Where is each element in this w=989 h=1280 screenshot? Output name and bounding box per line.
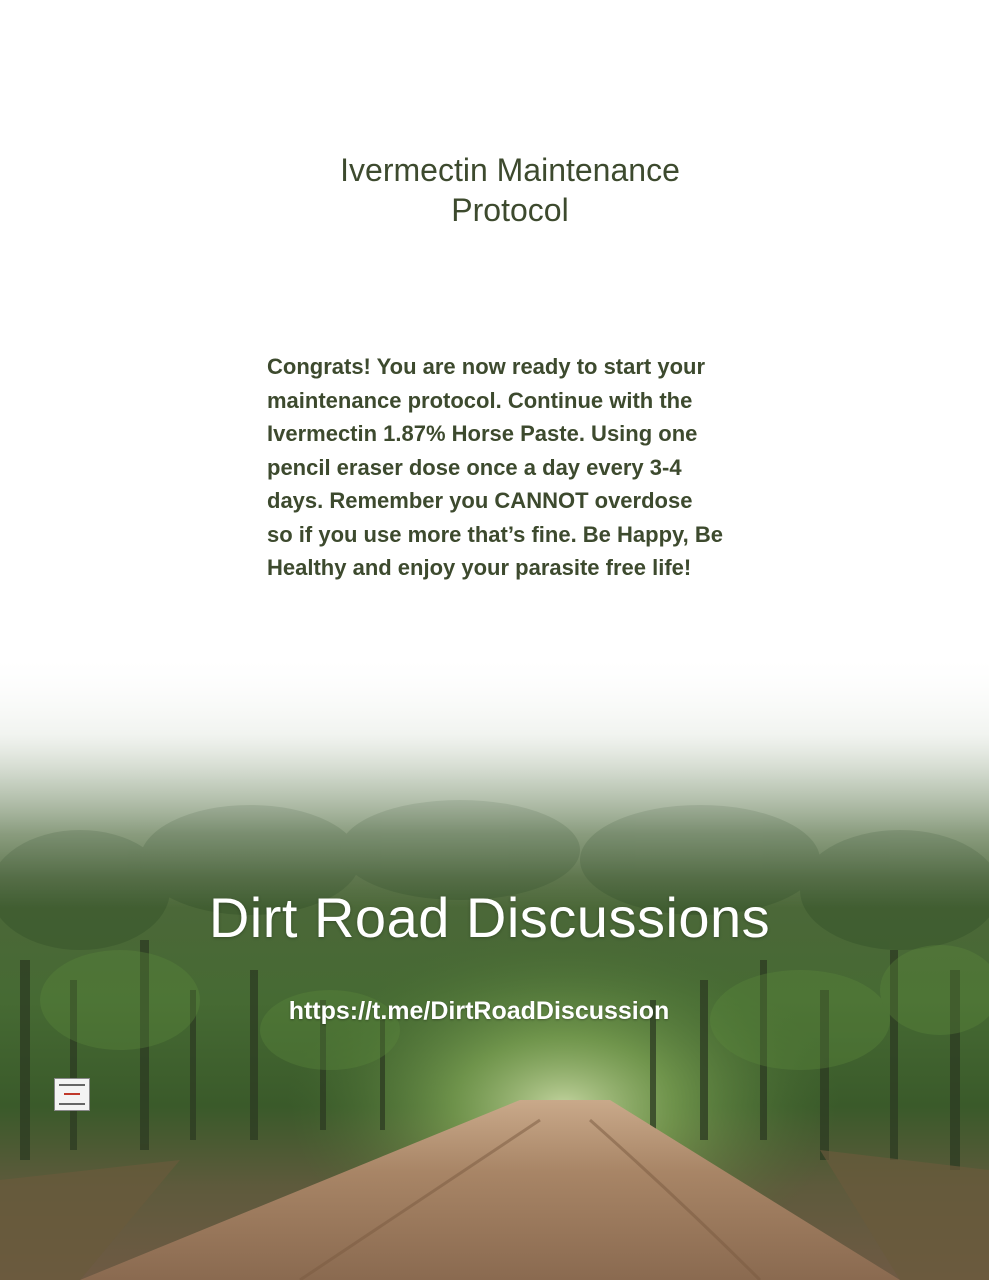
stamp-logo [54,1078,90,1111]
title-line-2: Protocol [451,192,569,228]
forest-road-image [0,660,989,1280]
brand-title: Dirt Road Discussions [208,886,771,949]
body-line: maintenance protocol. Continue with the [267,387,693,413]
body-line: so if you use more that’s fine. Be Happy, Be [267,521,723,547]
protocol-paragraph [267,350,767,585]
body-line: pencil eraser dose once a day every 3-4 [267,454,682,480]
body-line: days. Remember you CANNOT overdose [267,488,693,513]
telegram-link[interactable]: https://t.me/DirtRoadDiscussion [288,997,670,1025]
body-line: Congrats! You are now ready to start your [267,354,706,379]
body-line: Healthy and enjoy your parasite free life! [267,555,692,580]
body-line: Ivermectin 1.87% Horse Paste. Using one [267,421,698,446]
title-line-1: Ivermectin Maintenance [340,152,680,188]
page-title [0,150,989,230]
